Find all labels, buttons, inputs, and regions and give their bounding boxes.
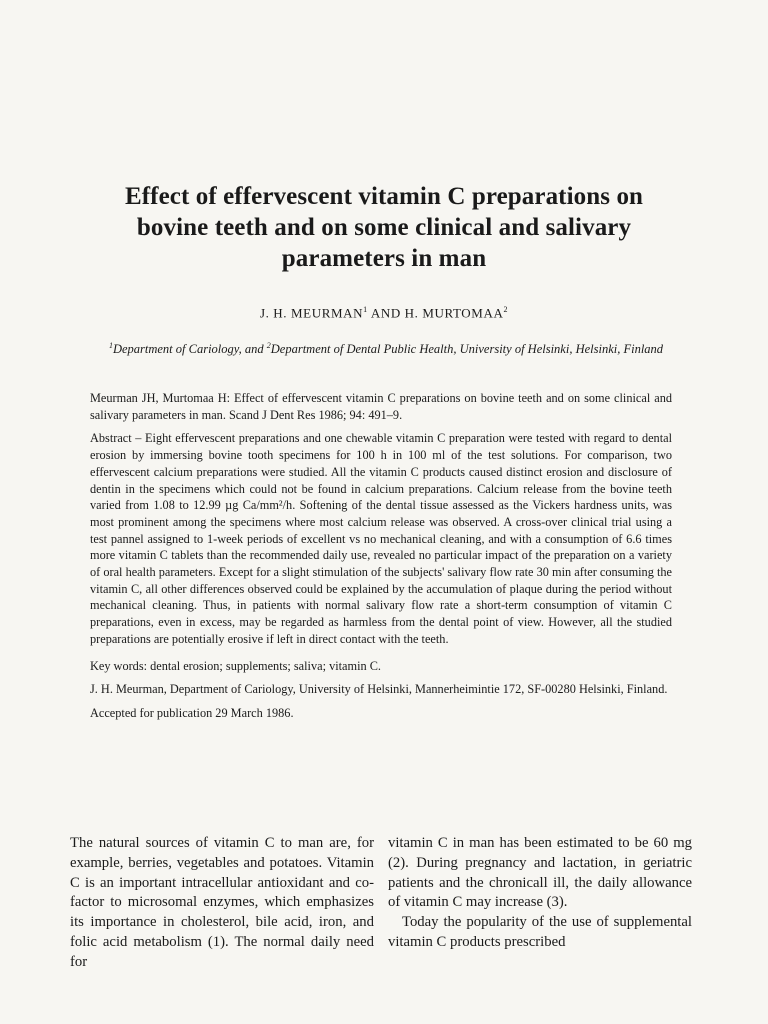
affil-mark-2: 2: [266, 341, 271, 350]
affil-dept-2: Department of Dental Public Health, University of Helsinki, Helsinki, Finland: [270, 342, 664, 357]
body-paragraph: Today the popularity of the use of supplemental vitamin C products prescribed: [388, 914, 692, 950]
author-2: H. MURTOMAA: [404, 305, 504, 321]
accepted-date: Accepted for publication 29 March 1986.: [90, 705, 294, 720]
author-1-affil-mark: 1: [363, 305, 368, 314]
keywords: Key words: dental erosion; supplements; saliva; vitamin C.: [90, 658, 381, 673]
abstract-text: Abstract – Eight effervescent preparations and one chewable vitamin C preparation were tested with regard to dental erosion by immersing bovine tooth specimens for 100 h in 100 ml of the test solutions. For comparison, two effervescent calcium preparations were studied. All the vitamin C products caused distinct erosion and disclosure of dentin in the specimens which could not be found in calcium preparations. Calcium release from the bovine teeth varied from 1.08 to 12.99 µg Ca/mm²/h. Softening of the dental tissue assessed as the Vickers hardness units, was most prominent among the specimens where most calcium release was observed. A cross-over clinical trial using a test pannel assigned to 1-week periods of excellent vs no mechanical cleaning, and with a consumption of 6.6 times more vitamin C tablets than the recommended daily use, revealed no particular impact of the preparation on a variety of oral health parameters. Except for a slight stimulation of the subjects' salivary flow rate 30 min after consuming the vitamin C, all other differences observed could be explained by the accumulation of plaque during the period without mechanical cleaning. Thus, in patients with normal salivary flow rate a short-term consumption of vitamin C preparations, even in excess, may be regarded as harmless from the dental point of view. However, all the studied preparations are potentially erosive if left in direct contact with the teeth.: [90, 431, 672, 646]
body-paragraph: vitamin C in man has been estimated to be 60 mg (2). During pregnancy and lactation, in geriatric patients and the chronicall ill, the daily allowance of vitamin C may increase (3).: [388, 835, 692, 911]
correspondence: J. H. Meurman, Department of Cariology, University of Helsinki, Mannerheimintie 172, SF-00280 Helsinki, Finland.: [90, 682, 668, 697]
body-column-right: [388, 834, 692, 953]
author-line: [0, 305, 768, 321]
citation: Meurman JH, Murtomaa H: Effect of effervescent vitamin C preparations on bovine teeth and on some clinical and salivary parameters in man. Scand J Dent Res 1986; 94: 491–9.: [90, 391, 672, 422]
affil-dept-1: Department of Cariology, and: [112, 342, 267, 357]
article-title: [60, 181, 708, 274]
affiliation: [80, 341, 692, 357]
title-line-2: bovine teeth and on some clinical and salivary: [136, 213, 632, 241]
author-2-affil-mark: 2: [503, 305, 509, 314]
title-line-3: parameters in man: [281, 244, 487, 272]
author-conjunction: AND: [367, 305, 405, 321]
author-1: J. H. MEURMAN: [259, 305, 364, 321]
affil-mark-1: 1: [108, 341, 113, 350]
body-column-left: [70, 834, 374, 973]
title-line-1: Effect of effervescent vitamin C preparations on: [124, 182, 644, 210]
abstract-block: [90, 390, 672, 729]
body-paragraph: The natural sources of vitamin C to man are, for example, berries, vegetables and potatoes. Vitamin C is an important intracellular antioxidant and co-factor to microsomal enzymes, which emphasizes its importance in cholesterol, bile acid, iron, and folic acid metabolism (1). The normal daily need for: [70, 835, 374, 970]
